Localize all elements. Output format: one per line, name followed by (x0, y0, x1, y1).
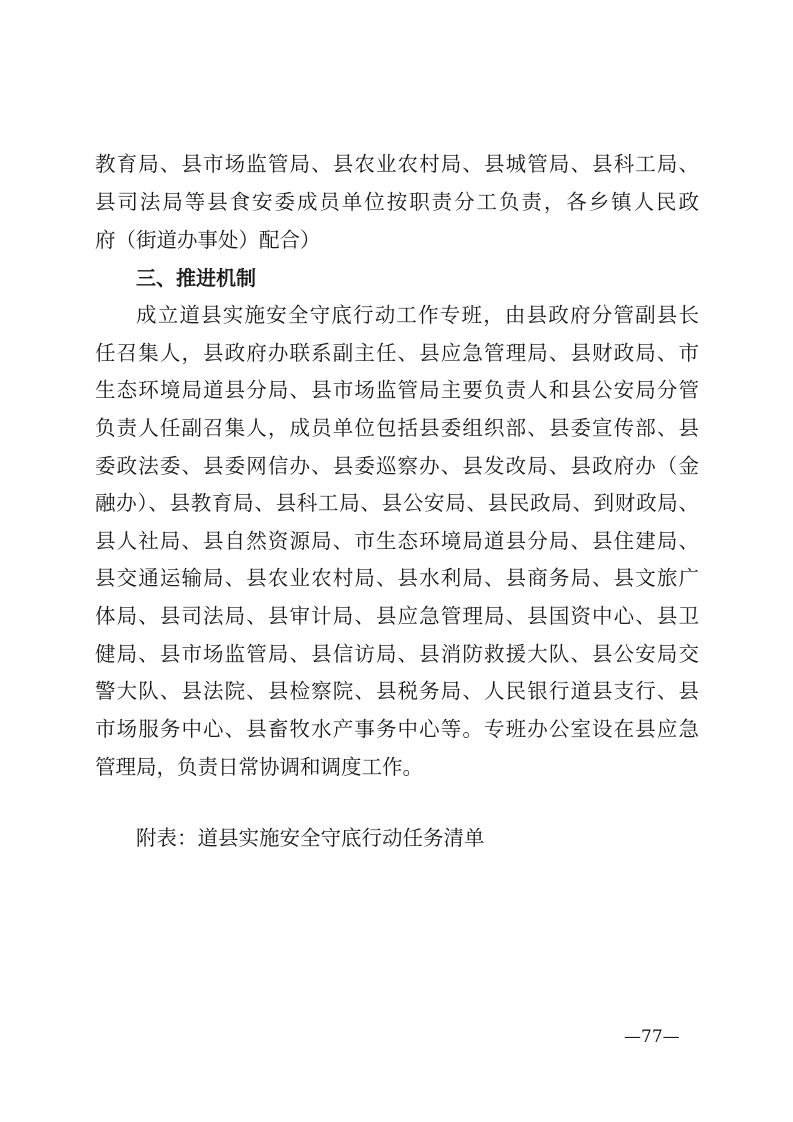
attachment-note: 附表：道县实施安全守底行动任务清单 (136, 826, 485, 850)
body-text-line: 教育局、县市场监管局、县农业农村局、县城管局、县科工局、 (95, 152, 699, 176)
body-text-line: 融办）、县教育局、县科工局、县公安局、县民政局、到财政局、 (95, 491, 699, 515)
body-text-line: 县司法局等县食安委成员单位按职责分工负责，各乡镇人民政 (95, 190, 699, 214)
body-text-line: 府（街道办事处）配合） (95, 228, 321, 252)
body-text-line: 负责人任副召集人，成员单位包括县委组织部、县委宣传部、县 (95, 416, 699, 440)
page-number: —77— (624, 1027, 680, 1047)
body-text-line: 市场服务中心、县畜牧水产事务中心等。专班办公室设在县应急 (95, 717, 699, 741)
body-text-line: 委政法委、县委网信办、县委巡察办、县发改局、县政府办（金 (95, 454, 699, 478)
body-text-line: 县交通运输局、县农业农村局、县水利局、县商务局、县文旅广 (95, 566, 699, 590)
body-text-line: 健局、县市场监管局、县信访局、县消防救援大队、县公安局交 (95, 642, 699, 666)
body-text-line: 体局、县司法局、县审计局、县应急管理局、县国资中心、县卫 (95, 604, 699, 628)
body-text-line: 任召集人，县政府办联系副主任、县应急管理局、县财政局、市 (95, 341, 699, 365)
body-text-line: 县人社局、县自然资源局、市生态环境局道县分局、县住建局、 (95, 529, 699, 553)
body-text-line: 警大队、县法院、县检察院、县税务局、人民银行道县支行、县 (95, 679, 699, 703)
body-text-line: 生态环境局道县分局、县市场监管局主要负责人和县公安局分管 (95, 378, 699, 402)
body-text-line: 成立道县实施安全守底行动工作专班，由县政府分管副县长 (136, 303, 699, 327)
body-text-line: 管理局，负责日常协调和调度工作。 (95, 755, 423, 779)
section-heading: 三、推进机制 (136, 266, 256, 290)
